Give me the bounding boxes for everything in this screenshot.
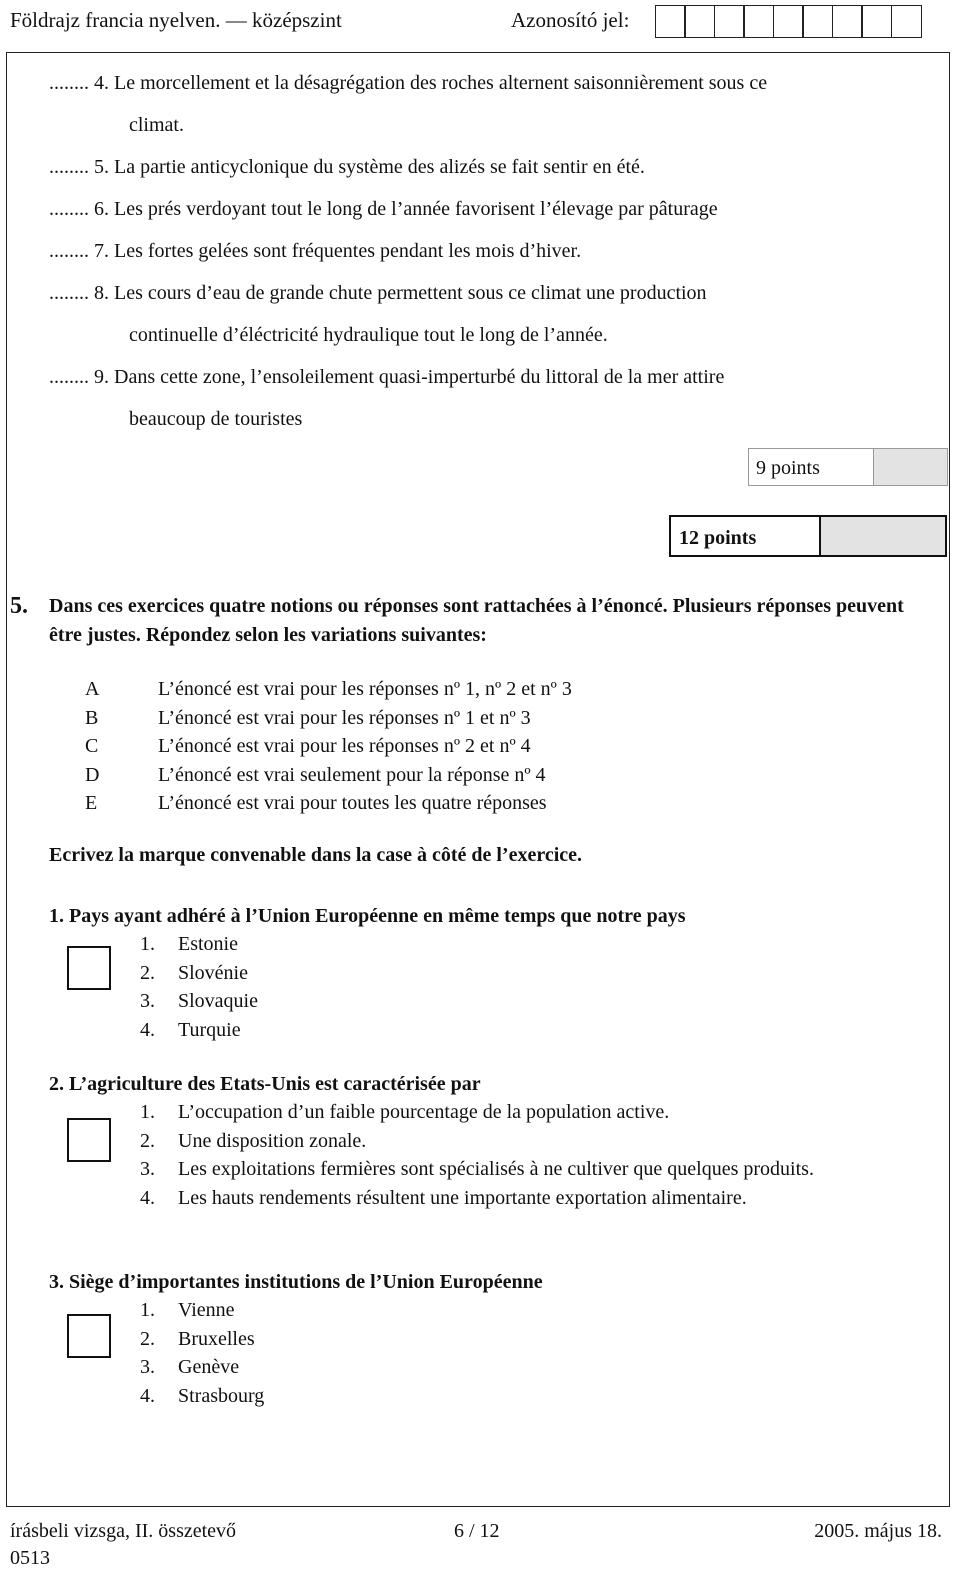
choice-text: Slovaquie [178, 990, 258, 1012]
answer-key-row [85, 761, 572, 790]
question-title: 2. L’agriculture des Etats-Unis est caractérisée par [49, 1073, 481, 1095]
statement-prefix[interactable]: ........ 7. [49, 240, 109, 262]
id-input-box[interactable] [832, 5, 863, 38]
statement-prefix[interactable]: ........ 6. [49, 198, 109, 220]
statement-text: Le morcellement et la désagrégation des roches alternent saisonnièrement sous ce [114, 72, 768, 94]
choice-text: Bruxelles [178, 1327, 255, 1350]
page-number: 6 / 12 [454, 1520, 500, 1542]
id-label: Azonosító jel: [511, 8, 630, 32]
choice-item [140, 1127, 949, 1156]
choice-text: Turquie [178, 1018, 241, 1041]
answer-key-letter: E [85, 792, 98, 814]
choice-number: 3. [140, 990, 155, 1012]
choice-list [140, 1098, 949, 1212]
answer-key-row [85, 789, 572, 818]
choice-number: 2. [140, 1129, 155, 1152]
answer-key-letter: B [85, 706, 99, 729]
points-total-label: 12 points [669, 515, 821, 557]
statement-text: Les prés verdoyant tout le long de l’année favorisent l’élevage par pâturage [114, 198, 718, 220]
choice-number: 4. [140, 1018, 155, 1041]
answer-key-text: L’énoncé est vrai pour les réponses nº 1 et nº 3 [158, 706, 531, 729]
statement-text: Dans cette zone, l’ensoleilement quasi-imperturbé du littoral de la mer attire [114, 366, 725, 388]
answer-key-text: L’énoncé est vrai pour les réponses nº 2 et nº 4 [158, 735, 531, 757]
footer-code: 0513 [10, 1547, 50, 1569]
choice-number: 1. [140, 1101, 155, 1123]
statement-prefix[interactable]: ........ 5. [49, 156, 109, 178]
choice-number: 4. [140, 1186, 155, 1209]
statement-item [49, 62, 929, 146]
answer-key-text: L’énoncé est vrai pour les réponses nº 1, nº 2 et nº 3 [158, 678, 572, 700]
id-input-box[interactable] [743, 5, 774, 38]
id-input-box[interactable] [684, 5, 715, 38]
statement-prefix[interactable]: ........ 9. [49, 366, 109, 388]
statement-continuation: continuelle d’éléctricité hydraulique tout le long de l’année. [129, 324, 608, 346]
statement-continuation: beaucoup de touristes [129, 408, 303, 430]
page-header [0, 0, 960, 40]
answer-key-letter: C [85, 735, 99, 757]
question-block [49, 902, 949, 1044]
choice-number: 3. [140, 1158, 155, 1180]
statement-item [49, 188, 929, 230]
id-input-box[interactable] [655, 5, 686, 38]
points-box-sub [748, 448, 948, 486]
statement-text: Les cours d’eau de grande chute permettent sous ce climat une production [114, 282, 707, 304]
footer-date: 2005. május 18. [814, 1520, 942, 1542]
statement-prefix[interactable]: ........ 8. [49, 282, 109, 304]
question-5 [10, 592, 930, 650]
choice-item [140, 1098, 949, 1127]
question-block [49, 1268, 949, 1410]
answer-key-row [85, 732, 572, 761]
question-title: 1. Pays ayant adhéré à l’Union Européenne en même temps que notre pays [49, 905, 686, 927]
footer-left: írásbeli vizsga, II. összetevő [10, 1520, 237, 1542]
id-input-box[interactable] [802, 5, 833, 38]
choice-number: 2. [140, 1327, 155, 1350]
statement-text: La partie anticyclonique du système des alizés se fait sentir en été. [114, 156, 645, 178]
choice-item [140, 1155, 949, 1184]
question-title: 3. Siège d’importantes institutions de l’Union Européenne [49, 1271, 543, 1293]
id-input-box[interactable] [891, 5, 922, 38]
choice-text: Estonie [178, 933, 238, 955]
statement-item [49, 356, 929, 440]
choice-item [140, 1353, 949, 1382]
answer-key-letter: A [85, 678, 100, 700]
answer-key-list [85, 675, 572, 818]
choice-number: 2. [140, 961, 155, 984]
header-title: Földrajz francia nyelven. — középszint [10, 8, 342, 32]
choice-number: 4. [140, 1384, 155, 1407]
choice-text: Une disposition zonale. [178, 1129, 367, 1152]
question-text: Dans ces exercices quatre notions ou réponses sont rattachées à l’énoncé. Plusieurs réponses peuvent être justes. Répondez selon les variations suivantes: [49, 595, 904, 646]
choice-item [140, 1184, 949, 1213]
choice-item [140, 987, 949, 1016]
id-input-box[interactable] [714, 5, 745, 38]
question-block [49, 1070, 949, 1212]
choice-number: 1. [140, 933, 155, 955]
answer-key-row [85, 704, 572, 733]
answer-box[interactable] [67, 1118, 111, 1162]
answer-box[interactable] [67, 946, 111, 990]
statement-item [49, 146, 929, 188]
statement-text: Les fortes gelées sont fréquentes pendant les mois d’hiver. [114, 240, 582, 262]
id-input-box[interactable] [861, 5, 892, 38]
choice-item [140, 1016, 949, 1045]
answer-key-letter: D [85, 763, 100, 786]
choice-item [140, 1382, 949, 1411]
score-cell[interactable] [874, 448, 948, 486]
answer-key-row [85, 675, 572, 704]
choice-number: 1. [140, 1299, 155, 1321]
score-total-cell[interactable] [821, 515, 947, 557]
choice-text: Genève [178, 1356, 240, 1378]
points-box-total [669, 515, 947, 557]
answer-key-text: L’énoncé est vrai seulement pour la réponse nº 4 [158, 763, 546, 786]
choice-item [140, 930, 949, 959]
choice-item [140, 959, 949, 988]
answer-key-text: L’énoncé est vrai pour toutes les quatre réponses [158, 792, 547, 814]
choice-item [140, 1325, 949, 1354]
statement-prefix[interactable]: ........ 4. [49, 72, 109, 94]
question-number: 5. [10, 593, 28, 619]
choice-list [140, 930, 949, 1044]
answer-box[interactable] [67, 1314, 111, 1358]
choice-list [140, 1296, 949, 1410]
choice-text: Les exploitations fermières sont spécialisés à ne cultiver que quelques produits. [178, 1158, 814, 1180]
statement-item [49, 272, 929, 356]
id-input-box[interactable] [773, 5, 804, 38]
statement-continuation: climat. [129, 114, 184, 136]
choice-text: Slovénie [178, 961, 248, 984]
statement-item [49, 230, 929, 272]
choice-text: Strasbourg [178, 1384, 265, 1407]
points-label: 9 points [748, 448, 874, 486]
instruction: Ecrivez la marque convenable dans la case à côté de l’exercice. [49, 844, 583, 866]
choice-item [140, 1296, 949, 1325]
choice-text: L’occupation d’un faible pourcentage de la population active. [178, 1101, 670, 1123]
choice-number: 3. [140, 1356, 155, 1378]
choice-text: Les hauts rendements résultent une importante exportation alimentaire. [178, 1186, 747, 1209]
id-boxes [656, 5, 922, 38]
choice-text: Vienne [178, 1299, 235, 1321]
